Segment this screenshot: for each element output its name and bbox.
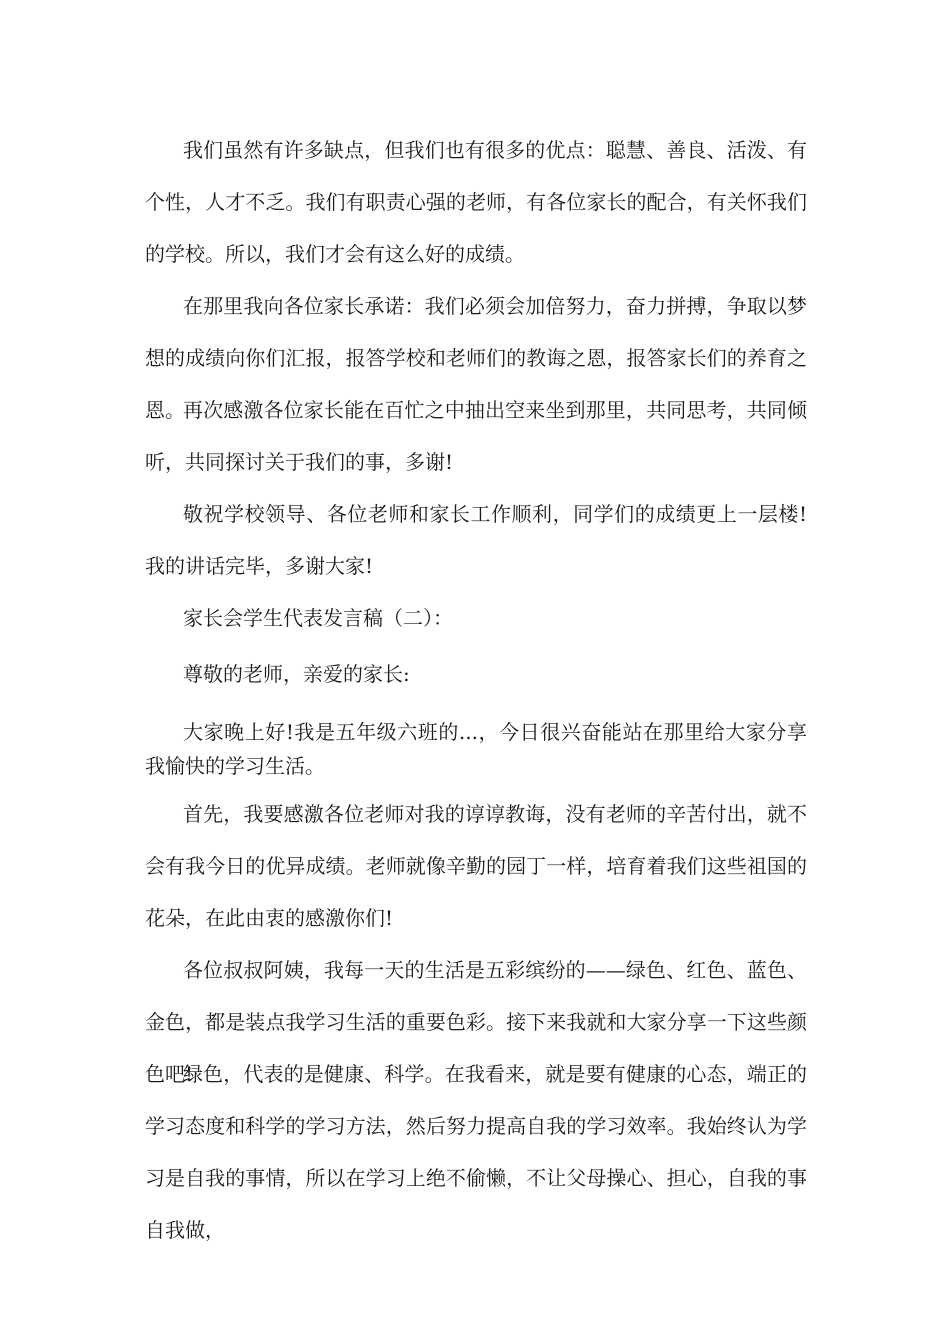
- paragraph-colors-intro: 各位叔叔阿姨，我每一天的生活是五彩缤纷的——绿色、红色、蓝色、金色，都是装点我学习生活的重要色彩。接下来我就和大家分享一下这些颜色吧!: [145, 958, 807, 1086]
- paragraph-green: 绿色，代表的是健康、科学。在我看来，就是要有健康的心态，端正的学习态度和科学的学习方法，然后努力提高自我的学习效率。我始终认为学习是自我的事情，所以在学习上绝不偷懒，不让父母操心、担心，自我的事自我做，: [145, 1062, 807, 1242]
- paragraph-promise: 在那里我向各位家长承诺：我们必须会加倍努力，奋力拼搏，争取以梦想的成绩向你们汇报，报答学校和老师们的教诲之恩，报答家长们的养育之恩。: [145, 294, 807, 422]
- salutation: 尊敬的老师，亲爱的家长:: [183, 662, 410, 686]
- paragraph-thanks-parents: 再次感激各位家长能在百忙之中抽出空来坐到那里，共同思考，共同倾听，共同探讨关于我们的事，多谢!: [145, 398, 807, 474]
- section-heading: 家长会学生代表发言稿（二）：: [183, 606, 453, 630]
- paragraph-strengths: 我们虽然有许多缺点，但我们也有很多的优点：聪慧、善良、活泼、有个性，人才不乏。我们有职责心强的老师，有各位家长的配合，有关怀我们的学校。所以，我们才会有这么好的成绩。: [145, 138, 807, 266]
- paragraph-thanks-teachers: 首先，我要感激各位老师对我的谆谆教诲，没有老师的辛苦付出，就不会有我今日的优异成绩。老师就像辛勤的园丁一样，培育着我们这些祖国的花朵，在此由衷的感激你们!: [145, 802, 807, 930]
- paragraph-closing-wishes: 敬祝学校领导、各位老师和家长工作顺利，同学们的成绩更上一层楼!我的讲话完毕，多谢大家!: [145, 502, 807, 578]
- paragraph-greeting: 大家晚上好!我是五年级六班的...，今日很兴奋能站在那里给大家分享我愉快的学习生活。: [145, 720, 807, 778]
